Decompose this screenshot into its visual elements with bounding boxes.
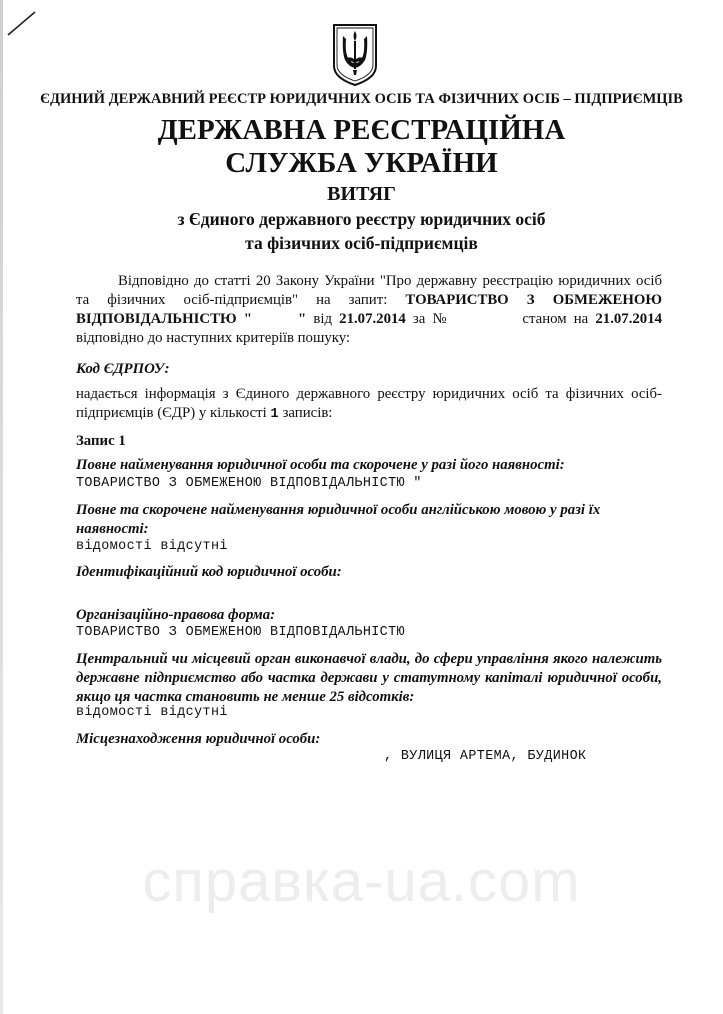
from-label: від xyxy=(306,311,340,327)
extract-subtitle-line1: з Єдиного державного реєстру юридичних осіб xyxy=(177,209,546,229)
edrpou-label: Код ЄДРПОУ: xyxy=(76,361,170,377)
service-title-line2: СЛУЖБА УКРАЇНИ xyxy=(225,147,498,179)
extract-subtitle-line2: та фізичних осіб-підприємців xyxy=(245,233,478,253)
watermark: справка-ua.com xyxy=(142,849,581,914)
intro-text-end: відповідно до наступних критеріїв пошуку: xyxy=(76,330,351,346)
summary-text-start: надається інформація з Єдиного державного реєстру юридичних осіб та фізичних осіб-підприємців (ЄДР) у кількості xyxy=(76,386,662,421)
authority-value: відомості відсутні xyxy=(76,705,228,720)
summary-paragraph xyxy=(76,385,662,424)
intro-text-start: Відповідно до статті 20 Закону України "Про державну реєстрацію юридичних осіб та фізичних осіб-підприємців" на запит: xyxy=(76,273,662,308)
request-company-end: " xyxy=(298,311,307,327)
extract-title: ВИТЯГ xyxy=(327,183,396,205)
trident-emblem-icon xyxy=(331,22,379,88)
record-count: 1 xyxy=(270,407,279,422)
registry-header: ЄДИНИЙ ДЕРЖАВНИЙ РЕЄСТР ЮРИДИЧНИХ ОСІБ ТА ФІЗИЧНИХ ОСІБ – ПІДПРИЄМЦІВ xyxy=(40,91,683,107)
authority-label: Центральний чи місцевий орган виконавчої влади, до сфери управління якого належить державне підприємство або частка держави у статутному капіталі юридичної особи, якщо ця частка становить не менше 25 відсотків: xyxy=(76,651,662,705)
full-name-value: ТОВАРИСТВО З ОБМЕЖЕНОЮ ВІДПОВІДАЛЬНІСТЮ " xyxy=(76,476,422,491)
request-company: ТОВАРИСТВО З ОБМЕЖЕНОЮ ВІДПОВІДАЛЬНІСТЮ " xyxy=(76,292,662,327)
pen-mark-icon xyxy=(4,8,44,38)
request-date: 21.07.2014 xyxy=(339,311,406,327)
english-name-value: відомості відсутні xyxy=(76,539,228,554)
service-title xyxy=(0,114,723,180)
number-label: за № xyxy=(405,311,458,327)
full-name-label: Повне найменування юридичної особи та скорочене у разі його наявності: xyxy=(76,457,565,473)
summary-text-end: записів: xyxy=(278,405,333,421)
extract-subtitle xyxy=(0,207,723,255)
id-code-label: Ідентифікаційний код юридичної особи: xyxy=(76,564,342,580)
as-of-date: 21.07.2014 xyxy=(595,311,662,327)
service-title-line1: ДЕРЖАВНА РЕЄСТРАЦІЙНА xyxy=(157,114,566,146)
legal-form-value: ТОВАРИСТВО З ОБМЕЖЕНОЮ ВІДПОВІДАЛЬНІСТЮ xyxy=(76,625,405,640)
english-name-label: Повне та скорочене найменування юридичної особи англійською мовою у разі їх наявності: xyxy=(76,502,601,537)
as-of-label: станом на xyxy=(515,311,596,327)
location-label: Місцезнаходження юридичної особи: xyxy=(76,731,321,747)
intro-paragraph xyxy=(76,272,662,348)
location-value: , ВУЛИЦЯ АРТЕМА, БУДИНОК xyxy=(384,749,587,764)
legal-form-label: Організаційно-правова форма: xyxy=(76,607,276,623)
record-title: Запис 1 xyxy=(76,433,126,449)
